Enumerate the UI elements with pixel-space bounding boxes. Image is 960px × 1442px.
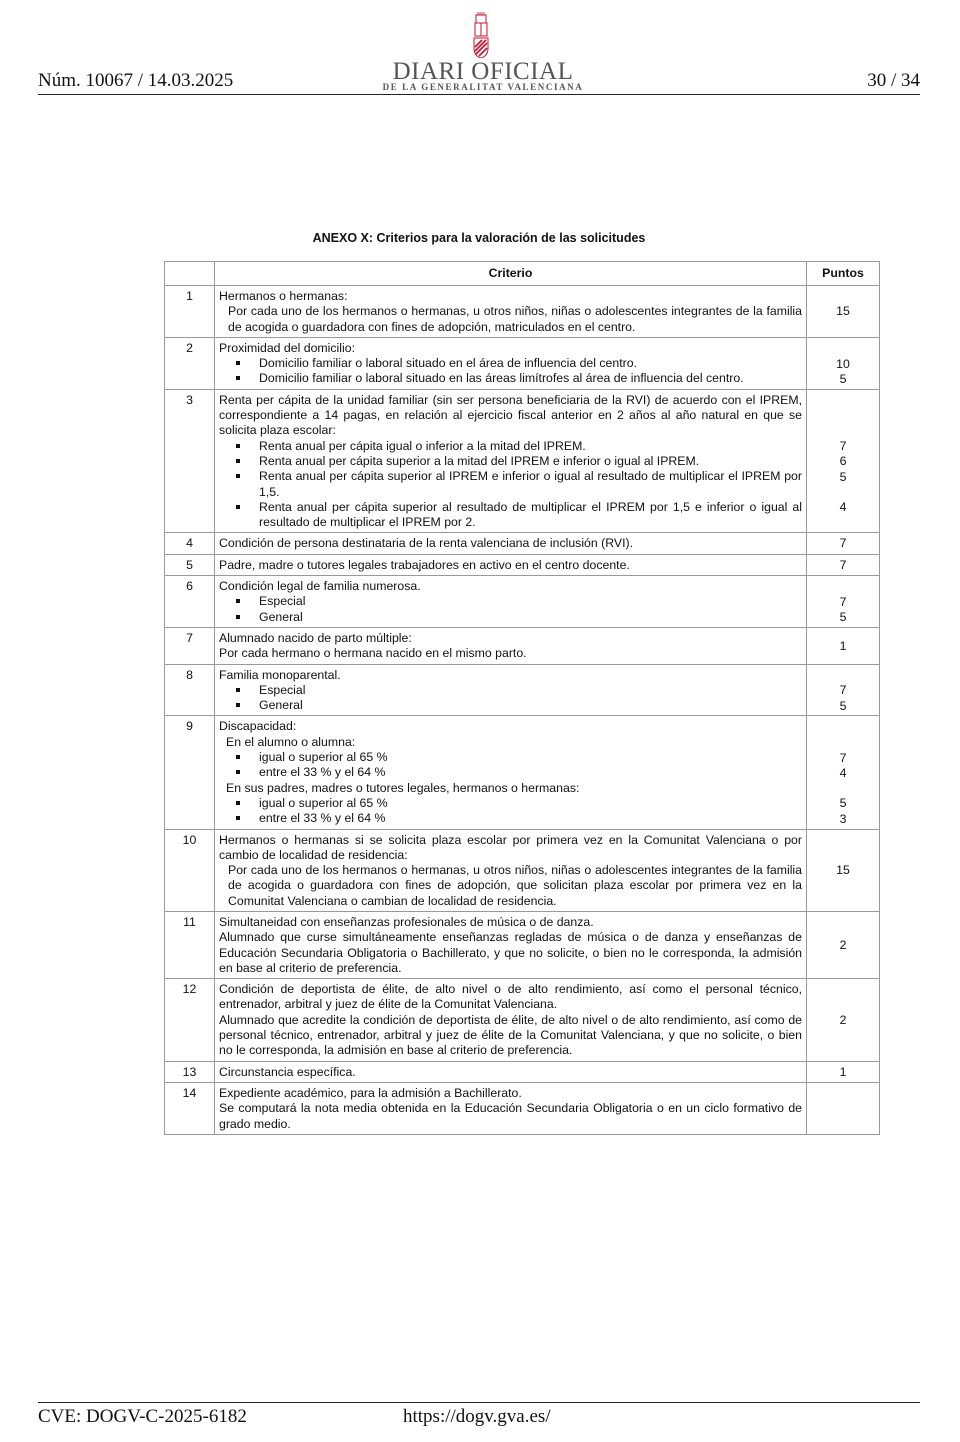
- table-row: [165, 1082, 880, 1134]
- criterion-points: 2: [807, 911, 880, 978]
- annex-title: ANEXO X: Criterios para la valoración de las solicitudes: [312, 231, 646, 245]
- criterion-text: [215, 1082, 807, 1134]
- table-row: [165, 554, 880, 575]
- bullet-item: General: [219, 698, 802, 713]
- criterion-number: 4: [165, 533, 215, 554]
- bullet-points: 5: [839, 796, 847, 811]
- table-row: [165, 337, 880, 389]
- criterion-points: 15: [807, 829, 880, 911]
- criterion-title: Alumnado nacido de parto múltiple:: [219, 630, 412, 645]
- criterion-detail: Por cada uno de los hermanos o hermanas, u otros niños, niñas o adolescentes integrantes de la familia de acogida o guardadora con fines de adopción, matriculados en el centro.: [228, 304, 802, 334]
- criterion-points: 7: [807, 554, 880, 575]
- bullet-item: Especial: [219, 594, 802, 609]
- table-row: [165, 911, 880, 978]
- criterion-text: [215, 533, 807, 554]
- criterion-title: Condición legal de familia numerosa.: [219, 579, 421, 594]
- criterion-title: Simultaneidad con enseñanzas profesionales de música o de danza.: [219, 914, 594, 929]
- criterion-points: [807, 389, 880, 533]
- logo-subtitle: DE LA GENERALITAT VALENCIANA: [382, 82, 584, 92]
- criterion-detail: Alumnado que curse simultáneamente enseñanzas regladas de música o de danza y enseñanzas de Educación Secundaria Obligatoria o Bachillerato, y que no solicite, o bien no le corresponda, la admisión en base al criterio de preferencia.: [219, 930, 802, 975]
- criterion-points: [807, 1082, 880, 1134]
- criterion-text: [215, 716, 807, 829]
- criterion-detail: Por cada uno de los hermanos o hermanas, u otros niños, niñas o adolescentes integrantes de la familia de acogida o guardadora con fines de adopción, que solicitan plaza escolar por primera vez en la Comunitat Valenciana o cambian de localidad de residencia.: [228, 863, 802, 908]
- criterion-title: Discapacidad:: [219, 719, 297, 734]
- criterion-text: [215, 286, 807, 338]
- criterion-text: [215, 829, 807, 911]
- criterion-points: 1: [807, 1061, 880, 1082]
- bullet-points: 10: [836, 356, 850, 371]
- logo-title: DIARI OFICIAL: [392, 58, 574, 85]
- bullet-points: 7: [839, 439, 847, 454]
- table-row: [165, 627, 880, 664]
- criterion-text: [215, 337, 807, 389]
- criterion-text: [215, 911, 807, 978]
- criterion-number: 6: [165, 576, 215, 628]
- criterion-title: Familia monoparental.: [219, 667, 341, 682]
- bullet-points: 4: [839, 765, 847, 780]
- table-row: [165, 829, 880, 911]
- criterion-number: 11: [165, 911, 215, 978]
- bullet-points: 5: [839, 698, 847, 713]
- criterion-number: 10: [165, 829, 215, 911]
- bullet-item: Domicilio familiar o laboral situado en el área de influencia del centro.: [219, 356, 802, 371]
- bullet-item: Especial: [219, 683, 802, 698]
- criterion-text: [215, 554, 807, 575]
- bullet-item: Renta anual per cápita superior al resultado de multiplicar el IPREM por 1,5 e inferior o igual al resultado de multiplicar el IPREM por 2.: [219, 500, 802, 531]
- header-num: [165, 262, 215, 286]
- page-number: 30 / 34: [867, 70, 920, 91]
- table-row: [165, 533, 880, 554]
- criterion-text: [215, 389, 807, 533]
- cve-code: CVE: DOGV-C-2025-6182: [38, 1406, 247, 1427]
- bullet-points: 3: [839, 811, 847, 826]
- criterion-title: Hermanos o hermanas:: [219, 289, 348, 303]
- bullet-points: 7: [839, 594, 847, 609]
- bullet-points: 4: [839, 500, 847, 515]
- criteria-table: [164, 261, 880, 1135]
- criterion-title: Renta per cápita de la unidad familiar (sin ser persona beneficiaria de la RVI) de acuerdo con el IPREM, correspondiente a 14 pagas, en relación al ejercicio fiscal anterior en 2 años al año natural en que se solicita plaza escolar:: [219, 392, 802, 438]
- criterion-detail: Alumnado que acredite la condición de deportista de élite, de alto nivel o de alto rendimiento, así como de personal técnico, entrenador, arbitral y juez de élite de la Comunitat Valenciana, y que no solicite, o bien no le corresponda, la admisión en base al criterio de preferencia.: [219, 1012, 802, 1058]
- criterion-points: [807, 576, 880, 628]
- table-header-row: [165, 262, 880, 286]
- table-row: [165, 716, 880, 829]
- table-row: [165, 1061, 880, 1082]
- bullet-points: 7: [839, 750, 847, 765]
- criterion-subheading: En sus padres, madres o tutores legales, hermanos o hermanas:: [226, 780, 580, 795]
- criterion-text: [215, 1061, 807, 1082]
- criterion-subheading: En el alumno o alumna:: [226, 734, 356, 749]
- criterion-title: Expediente académico, para la admisión a Bachillerato.: [219, 1085, 522, 1100]
- criterion-title: Condición de deportista de élite, de alto nivel o de alto rendimiento, así como el personal técnico, entrenador, arbitral y juez de élite de la Comunitat Valenciana.: [219, 982, 802, 1012]
- table-row: [165, 979, 880, 1061]
- criterion-number: 7: [165, 627, 215, 664]
- bullet-points: 6: [839, 454, 847, 469]
- table-row: [165, 664, 880, 716]
- criterion-number: 8: [165, 664, 215, 716]
- table-body: [165, 286, 880, 1135]
- criterion-title: Circunstancia específica.: [219, 1064, 356, 1079]
- criterion-number: 1: [165, 286, 215, 338]
- criterion-number: 3: [165, 389, 215, 533]
- bullet-item: entre el 33 % y el 64 %: [219, 765, 802, 780]
- criterion-points: [807, 664, 880, 716]
- criterion-text: [215, 627, 807, 664]
- footer-url[interactable]: https://dogv.gva.es/: [403, 1406, 551, 1427]
- criterion-number: 12: [165, 979, 215, 1061]
- criterion-points: [807, 716, 880, 829]
- criterion-text: [215, 664, 807, 716]
- bullet-item: Domicilio familiar o laboral situado en las áreas limítrofes al área de influencia del centro.: [219, 371, 802, 386]
- table-row: [165, 286, 880, 338]
- criterion-text: [215, 979, 807, 1061]
- bullet-item: igual o superior al 65 %: [219, 750, 802, 765]
- criterion-points: 15: [807, 286, 880, 338]
- criterion-points: [807, 337, 880, 389]
- bullet-points: 5: [839, 371, 847, 386]
- criterion-number: 13: [165, 1061, 215, 1082]
- criterion-points: 2: [807, 979, 880, 1061]
- bullet-points: 5: [839, 469, 847, 484]
- criterion-number: 14: [165, 1082, 215, 1134]
- bullet-item: Renta anual per cápita superior a la mitad del IPREM e inferior o igual al IPREM.: [219, 454, 802, 469]
- bullet-item: General: [219, 610, 802, 625]
- criterion-number: 2: [165, 337, 215, 389]
- criterion-text: [215, 576, 807, 628]
- table-row: [165, 389, 880, 533]
- issue-number-date: Núm. 10067 / 14.03.2025: [38, 70, 234, 91]
- header-divider: [38, 94, 920, 95]
- bullet-item: Renta anual per cápita igual o inferior a la mitad del IPREM.: [219, 439, 802, 454]
- footer-divider: [38, 1402, 920, 1403]
- bullet-points: 7: [839, 683, 847, 698]
- bullet-item: entre el 33 % y el 64 %: [219, 811, 802, 826]
- table-row: [165, 576, 880, 628]
- bullet-item: igual o superior al 65 %: [219, 796, 802, 811]
- generalitat-emblem-icon: [472, 12, 490, 58]
- diari-oficial-logo: [370, 10, 596, 92]
- criterion-number: 9: [165, 716, 215, 829]
- criterion-detail: Se computará la nota media obtenida en la Educación Secundaria Obligatoria o en un ciclo formativo de grado medio.: [219, 1101, 802, 1131]
- criterion-title: Condición de persona destinataria de la renta valenciana de inclusión (RVI).: [219, 536, 634, 551]
- criterion-number: 5: [165, 554, 215, 575]
- criterion-title: Hermanos o hermanas si se solicita plaza escolar por primera vez en la Comunitat Valenciana o por cambio de localidad de residencia:: [219, 832, 802, 862]
- criterion-detail: Por cada hermano o hermana nacido en el mismo parto.: [219, 646, 527, 661]
- header-puntos: Puntos: [807, 262, 880, 286]
- header-criterio: Criterio: [215, 262, 807, 286]
- bullet-item: Renta anual per cápita superior al IPREM e inferior o igual al resultado de multiplicar el IPREM por 1,5.: [219, 469, 802, 500]
- bullet-points: 5: [839, 610, 847, 625]
- criterion-points: 1: [807, 627, 880, 664]
- criterion-title: Padre, madre o tutores legales trabajadores en activo en el centro docente.: [219, 557, 630, 572]
- criterion-title: Proximidad del domicilio:: [219, 340, 356, 355]
- criterion-points: 7: [807, 533, 880, 554]
